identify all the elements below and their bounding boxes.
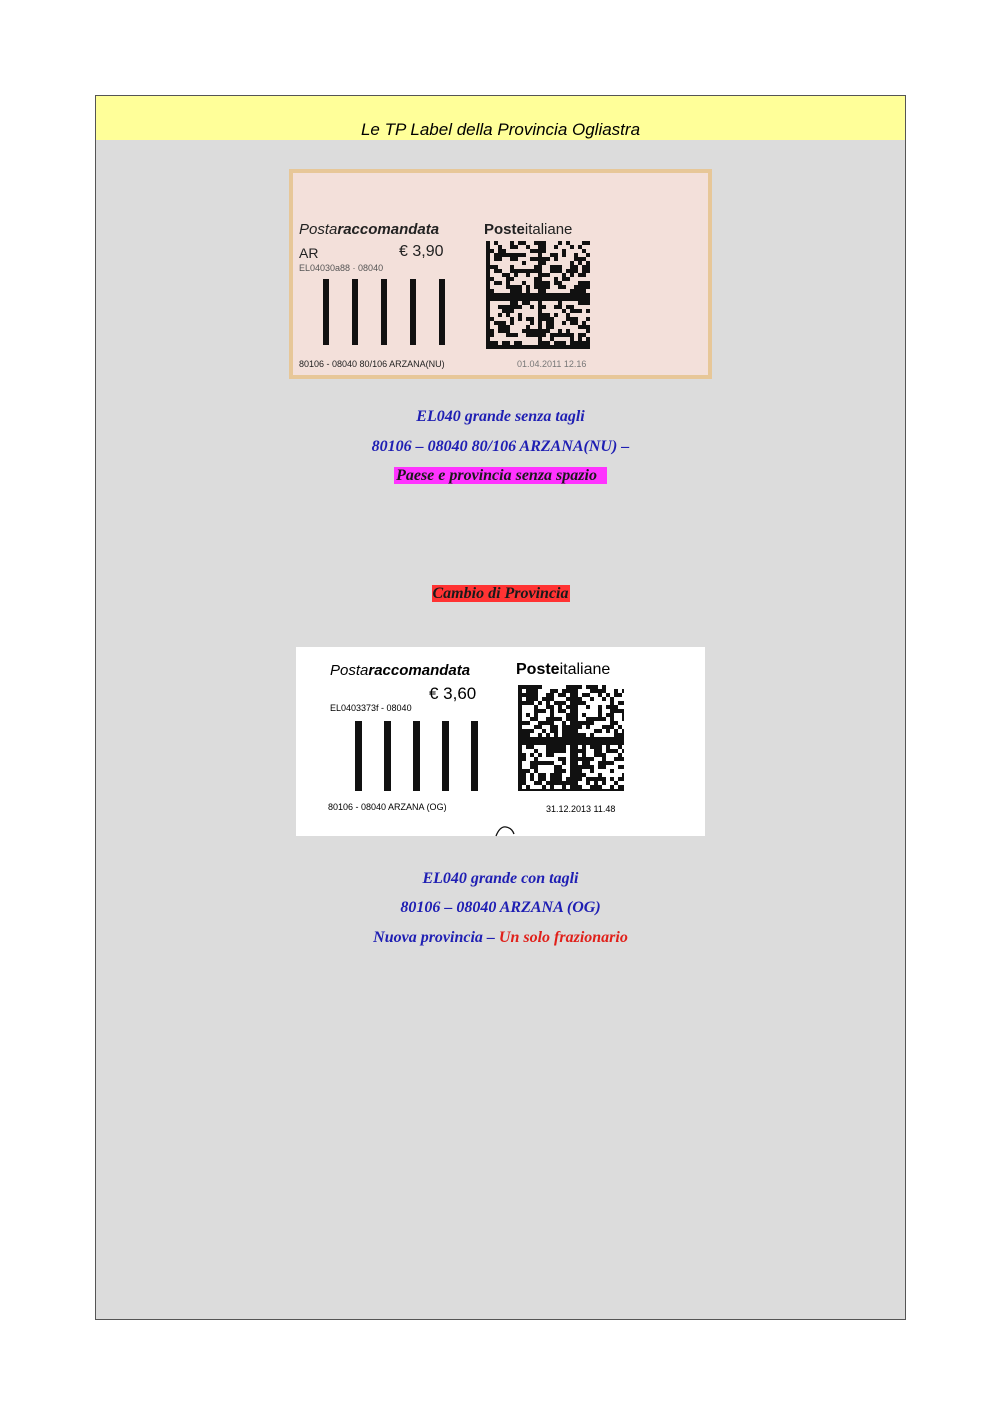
label1-bar bbox=[381, 279, 387, 345]
label2-brand: Postaraccomandata bbox=[330, 662, 471, 679]
label1-bar bbox=[410, 279, 416, 345]
caption2-highlight-red: Un solo frazionario bbox=[498, 929, 628, 946]
label2-bar bbox=[471, 721, 478, 791]
label1-bar bbox=[323, 279, 329, 345]
highlight-note: Paese e provincia senza spazio bbox=[394, 467, 607, 484]
change-province-heading: Cambio di Provincia bbox=[432, 585, 569, 602]
caption2-line1: EL040 grande con tagli bbox=[422, 870, 579, 887]
label1-date: 01.04.2011 12.16 bbox=[517, 359, 587, 369]
postage-label-1-image bbox=[289, 169, 712, 379]
label2-bar bbox=[355, 721, 362, 791]
label1-service: AR bbox=[299, 245, 319, 261]
label1-datamatrix-code bbox=[486, 241, 590, 349]
label2-price: € 3,60 bbox=[429, 684, 477, 703]
label1-price: € 3,90 bbox=[399, 243, 444, 260]
label2-bar bbox=[442, 721, 449, 791]
label1-poste-logo: Posteitaliane bbox=[484, 221, 573, 238]
page-title: Le TP Label della Provincia Ogliastra bbox=[360, 120, 641, 139]
caption2-line3: Nuova provincia – Un solo frazionario bbox=[373, 929, 628, 946]
label2-date: 31.12.2013 11.48 bbox=[546, 804, 616, 814]
label1-bar bbox=[352, 279, 358, 345]
label2-bar bbox=[384, 721, 391, 791]
label2-code: EL0403373f - 08040 bbox=[330, 703, 412, 713]
label1-code: EL04030a88 · 08040 bbox=[299, 263, 384, 273]
label1-footer: 80106 - 08040 80/106 ARZANA(NU) bbox=[299, 359, 445, 369]
caption2-line2: 80106 – 08040 ARZANA (OG) bbox=[400, 899, 601, 916]
label2-poste-logo: Posteitaliane bbox=[516, 661, 611, 678]
page-frame bbox=[95, 95, 906, 1320]
caption1-line3 bbox=[96, 467, 905, 485]
label2-datamatrix-code bbox=[518, 685, 624, 791]
caption1-line2: 80106 – 08040 80/106 ARZANA(NU) – bbox=[371, 438, 630, 455]
label1-brand: Postaraccomandata bbox=[299, 221, 440, 238]
label2-footer: 80106 - 08040 ARZANA (OG) bbox=[328, 802, 447, 812]
postage-label-2-image bbox=[296, 647, 705, 836]
label1-bar bbox=[439, 279, 445, 345]
caption1-line1: EL040 grande senza tagli bbox=[416, 408, 585, 425]
label2-bar bbox=[413, 721, 420, 791]
signature-mark bbox=[494, 824, 518, 838]
